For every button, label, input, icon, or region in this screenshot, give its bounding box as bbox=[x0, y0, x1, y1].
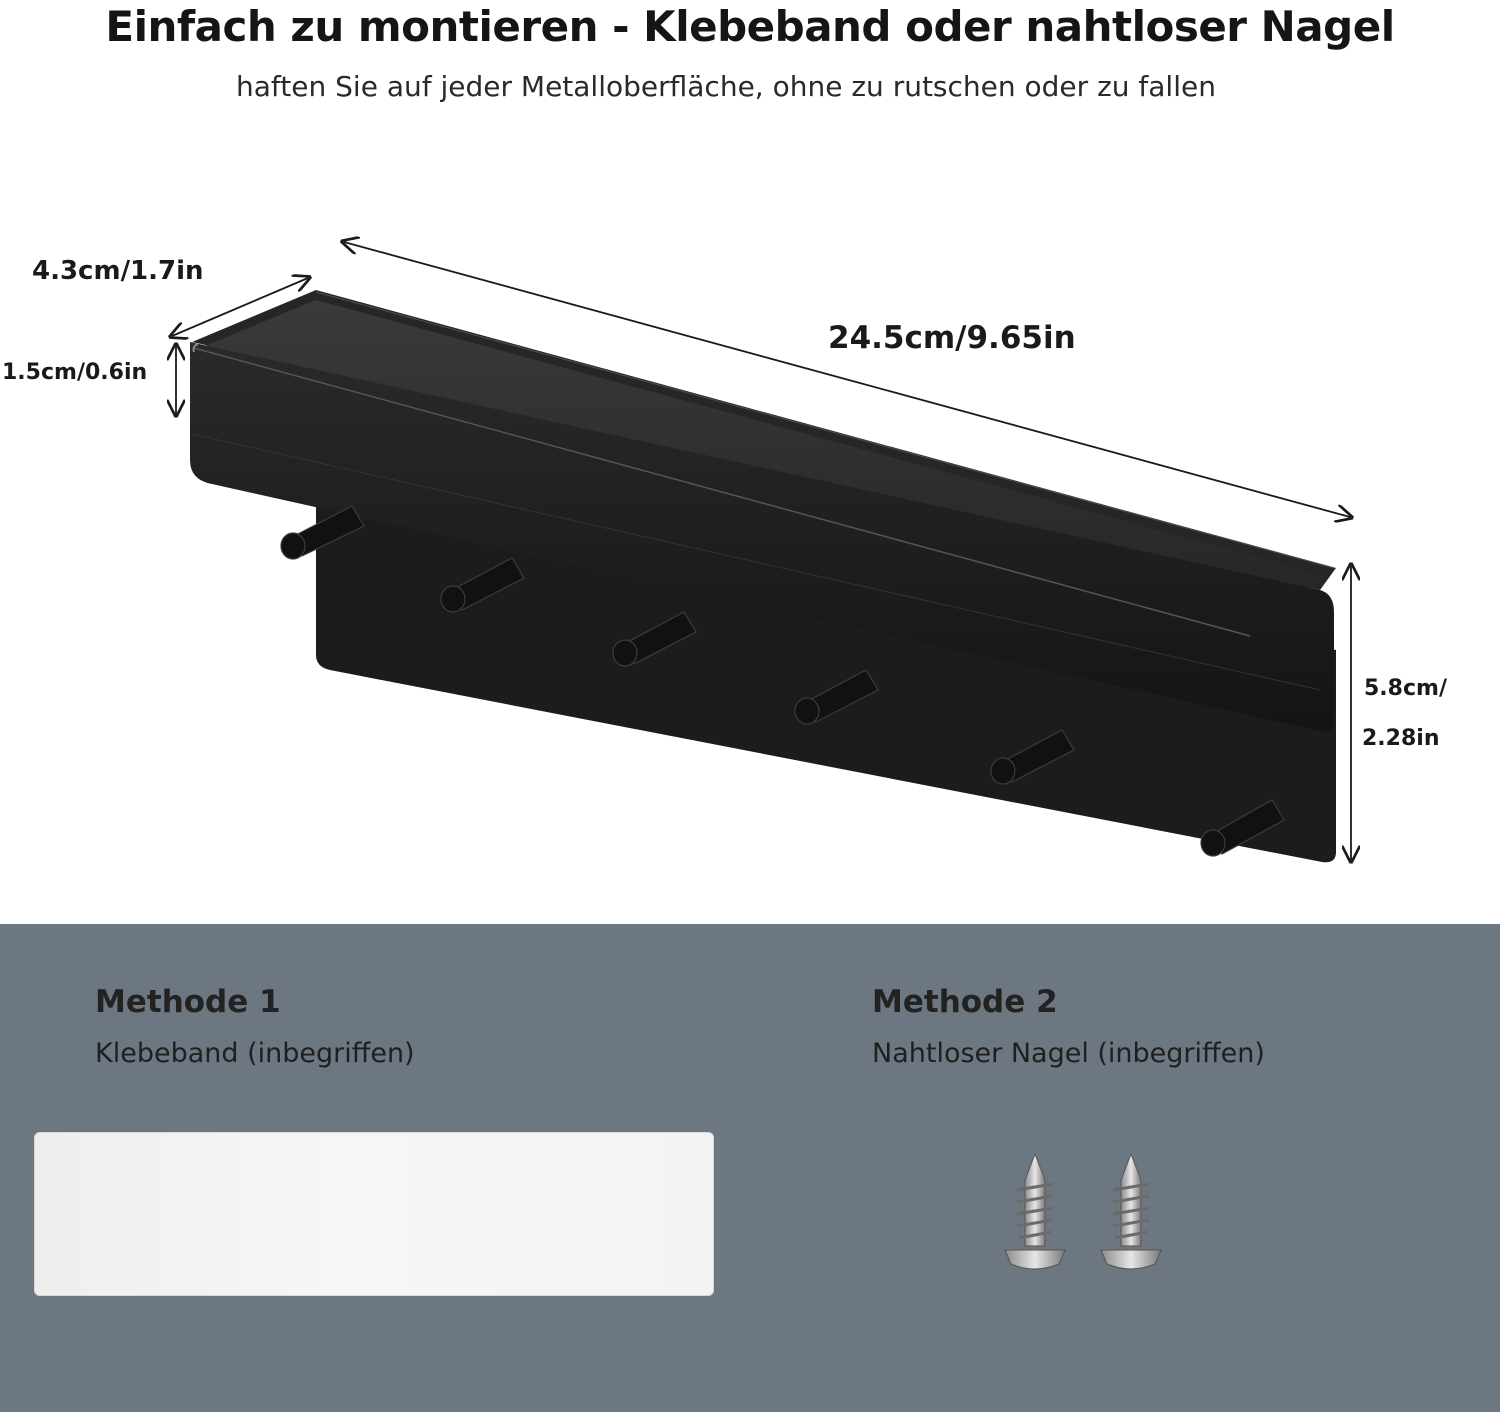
method-2-description: Nahtloser Nagel (inbegriffen) bbox=[872, 1038, 1265, 1069]
shelf-height-label: 1.5cm/0.6in bbox=[2, 360, 148, 385]
method-1-title: Methode 1 bbox=[95, 984, 281, 1020]
back-height-label-line1: 5.8cm/ bbox=[1364, 676, 1447, 701]
screw bbox=[1005, 1154, 1065, 1269]
screw bbox=[1101, 1154, 1161, 1269]
back-height-label-line2: 2.28in bbox=[1362, 726, 1440, 751]
adhesive-tape-icon bbox=[34, 1132, 714, 1296]
method-1-description: Klebeband (inbegriffen) bbox=[95, 1038, 415, 1069]
depth-label: 4.3cm/1.7in bbox=[32, 256, 204, 286]
screw-icon bbox=[995, 1150, 1175, 1280]
length-label: 24.5cm/9.65in bbox=[828, 320, 1076, 356]
page-title: Einfach zu montieren - Klebeband oder nahtloser Nagel bbox=[105, 2, 1395, 51]
page-subtitle: haften Sie auf jeder Metalloberfläche, ohne zu rutschen oder zu fallen bbox=[236, 70, 1216, 103]
mounting-methods-panel bbox=[0, 924, 1500, 1412]
method-2-title: Methode 2 bbox=[872, 984, 1058, 1020]
